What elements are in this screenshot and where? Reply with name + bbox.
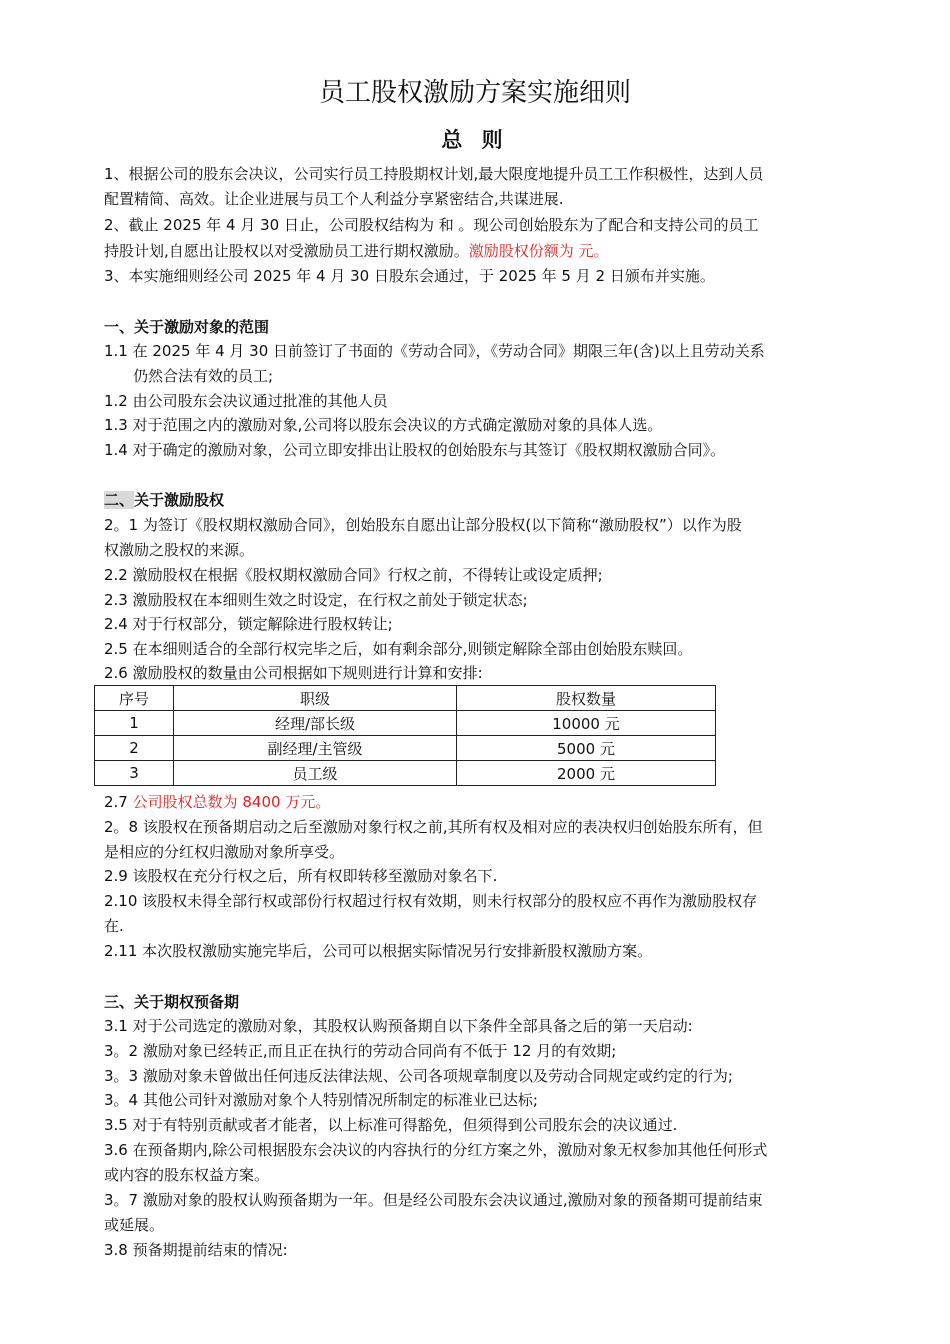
section-general-title: 总 则 — [441, 128, 509, 152]
clause-2-1-line-1: 2。1 为签订《股权期权激励合同》，创始股东自愿出让部分股权(以下简称“激励股权”）以作为股 — [104, 516, 742, 534]
clause-3-3: 3。3 激励对象未曾做出任何违反法律法规、公司各项规章制度以及劳动合同规定或约定的行为; — [104, 1067, 733, 1085]
clause-3-5: 3.5 对于有特别贡献或者才能者，以上标准可得豁免，但须得到公司股东会的决议通过. — [104, 1116, 678, 1134]
clause-2-5: 2.5 在本细则适合的全部行权完毕之后，如有剩余部分,则锁定解除全部由创始股东赎回。 — [104, 640, 693, 658]
section-2-heading — [104, 489, 224, 510]
clause-3-7-line-1: 3。7 激励对象的股权认购预备期为一年。但是经公司股东会决议通过,激励对象的预备期可提前结束 — [104, 1191, 763, 1209]
section-2-number: 二、 — [104, 491, 135, 509]
table-row — [95, 761, 716, 786]
intro-paragraph-1-line-1: 1、根据公司的股东会决议，公司实行员工持股期权计划,最大限度地提升员工工作积极性，达到人员 — [104, 165, 764, 183]
clause-3-2: 3。2 激励对象已经转正,而且正在执行的劳动合同尚有不低于 12 月的有效期; — [104, 1042, 617, 1060]
equity-allocation-table — [94, 685, 716, 786]
clause-3-4: 3。4 其他公司针对激励对象个人特别情况所制定的标准业已达标; — [104, 1091, 538, 1109]
table-cell: 10000 元 — [457, 711, 716, 736]
clause-3-1: 3.1 对于公司选定的激励对象，其股权认购预备期自以下条件全部具备之后的第一天启动: — [104, 1017, 693, 1035]
clause-3-8: 3.8 预备期提前结束的情况: — [104, 1241, 288, 1259]
clause-1-1-line-2: 仍然合法有效的员工; — [133, 367, 274, 385]
table-cell: 2 — [95, 736, 174, 761]
section-1-heading: 一、关于激励对象的范围 — [104, 318, 270, 336]
table-cell: 1 — [95, 711, 174, 736]
table-cell: 副经理/主管级 — [174, 736, 457, 761]
section-2-title: 关于激励股权 — [134, 491, 225, 509]
table-header-cell: 序号 — [95, 686, 174, 711]
clause-3-6-line-2: 或内容的股东权益方案。 — [104, 1166, 270, 1184]
clause-2-7-number: 2.7 — [104, 793, 133, 811]
table-cell: 5000 元 — [457, 736, 716, 761]
intro-paragraph-2-line-2 — [104, 240, 609, 261]
document-title: 员工股权激励方案实施细则 — [318, 78, 631, 108]
clause-2-8-line-2: 是相应的分红权归激励对象所享受。 — [104, 843, 345, 861]
section-3-heading: 三、关于期权预备期 — [104, 993, 240, 1011]
clause-2-1-line-2: 权激励之股权的来源。 — [104, 541, 255, 559]
clause-1-4: 1.4 对于确定的激励对象，公司立即安排出让股权的创始股东与其签订《股权期权激励合同》。 — [104, 441, 726, 459]
table-cell: 员工级 — [174, 761, 457, 786]
clause-3-6-line-1: 3.6 在预备期内,除公司根据股东会决议的内容执行的分红方案之外，激励对象无权参加其他任何形式 — [104, 1141, 768, 1159]
table-row — [95, 711, 716, 736]
intro-paragraph-3: 3、本实施细则经公司 2025 年 4 月 30 日股东会通过，于 2025 年 5 月 2 日颁布并实施。 — [104, 267, 715, 285]
table-header-row — [95, 686, 716, 711]
table-row — [95, 736, 716, 761]
incentive-share-amount: 激励股权份额为 元。 — [468, 242, 609, 260]
intro-paragraph-2-line-1: 2、截止 2025 年 4 月 30 日止，公司股权结构为 和 。现公司创始股东为了配合和支持公司的员工 — [104, 216, 759, 234]
intro-paragraph-2-text: 持股计划,自愿出让股权以对受激励员工进行期权激励。 — [104, 242, 469, 260]
clause-2-10-line-2: 在. — [104, 917, 124, 935]
clause-1-1-line-1: 1.1 在 2025 年 4 月 30 日前签订了书面的《劳动合同》，《劳动合同》期限三年(含)以上且劳动关系 — [104, 342, 765, 360]
clause-2-8-line-1: 2。8 该股权在预备期启动之后至激励对象行权之前,其所有权及相对应的表决权归创始股东所有，但 — [104, 818, 763, 836]
table-header-cell: 职级 — [174, 686, 457, 711]
clause-2-10-line-1: 2.10 该股权未得全部行权或部份行权超过行权有效期，则未行权部分的股权应不再作为激励股权存 — [104, 892, 758, 910]
clause-2-4: 2.4 对于行权部分，锁定解除进行股权转让; — [104, 615, 393, 633]
table-cell: 经理/部长级 — [174, 711, 457, 736]
table-cell: 2000 元 — [457, 761, 716, 786]
total-equity-statement: 公司股权总数为 8400 万元。 — [132, 793, 331, 811]
clause-2-2: 2.2 激励股权在根据《股权期权激励合同》行权之前，不得转让或设定质押; — [104, 566, 603, 584]
clause-2-9: 2.9 该股权在充分行权之后，所有权即转移至激励对象名下. — [104, 867, 498, 885]
clause-2-3: 2.3 激励股权在本细则生效之时设定，在行权之前处于锁定状态; — [104, 591, 528, 609]
table-header-cell: 股权数量 — [457, 686, 716, 711]
intro-paragraph-1-line-2: 配置精简、高效。让企业进展与员工个人利益分享紧密结合,共谋进展. — [104, 190, 564, 208]
clause-2-6: 2.6 激励股权的数量由公司根据如下规则进行计算和安排: — [104, 664, 483, 682]
clause-1-3: 1.3 对于范围之内的激励对象,公司将以股东会决议的方式确定激励对象的具体人选。 — [104, 416, 663, 434]
clause-2-11: 2.11 本次股权激励实施完毕后，公司可以根据实际情况另行安排新股权激励方案。 — [104, 942, 653, 960]
clause-1-2: 1.2 由公司股东会决议通过批准的其他人员 — [104, 392, 388, 410]
clause-3-7-line-2: 或延展。 — [104, 1216, 165, 1234]
table-cell: 3 — [95, 761, 174, 786]
clause-2-7 — [104, 791, 330, 812]
